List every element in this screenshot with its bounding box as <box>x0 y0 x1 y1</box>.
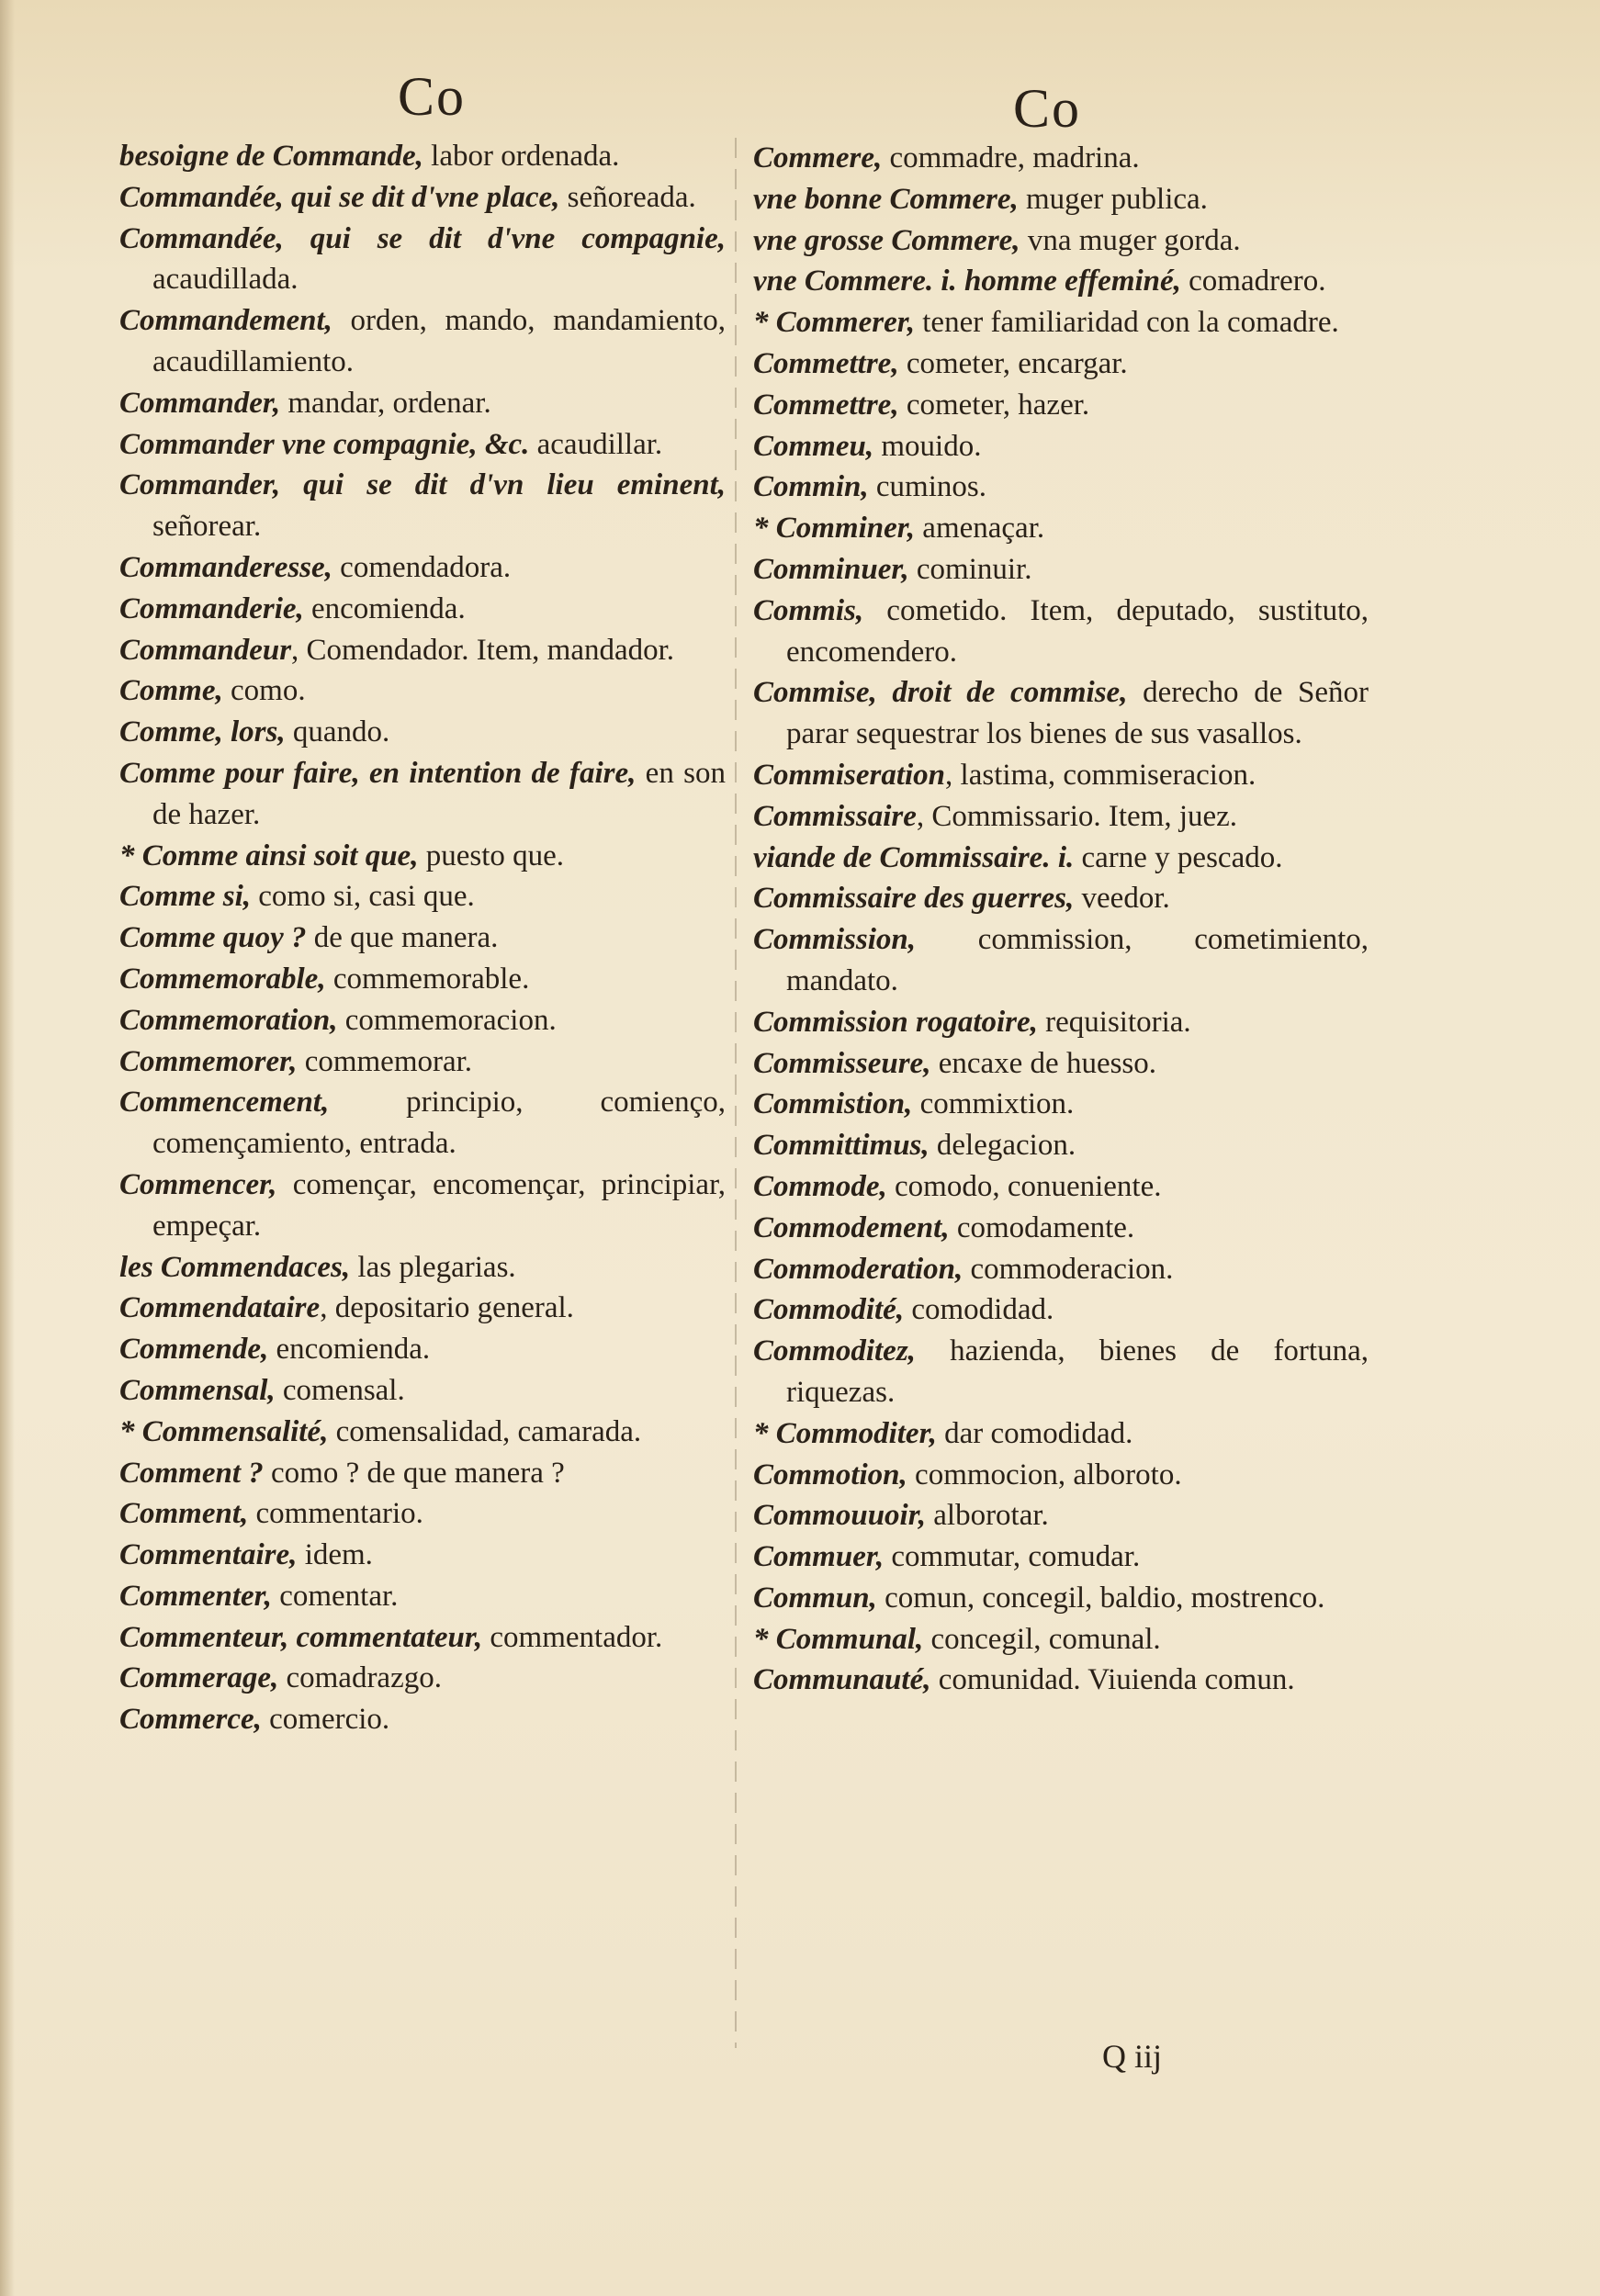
entry-translation: tener familiaridad con la comadre. <box>915 306 1339 340</box>
column-divider <box>735 138 737 2048</box>
entry-headword: Commettre, <box>753 388 899 422</box>
entry-headword: Commin, <box>753 470 869 504</box>
entry-headword: Commisseure, <box>753 1046 931 1080</box>
dictionary-entry <box>119 1535 726 1576</box>
dictionary-entry <box>753 508 1369 549</box>
entry-headword: Comme, lors, <box>119 715 286 749</box>
entry-headword: Committimus, <box>753 1129 930 1163</box>
entry-translation: derecho de Señor parar sequestrar los bienes de sus vasallos. <box>786 676 1369 751</box>
entry-headword: Commere, <box>753 141 883 174</box>
entry-translation: comunidad. Viuienda comun. <box>930 1663 1295 1697</box>
entry-translation: como. <box>222 674 306 708</box>
entry-headword: Commendataire <box>119 1291 321 1325</box>
dictionary-entry <box>119 1453 726 1494</box>
dictionary-entry <box>753 1413 1369 1455</box>
dictionary-entry <box>753 878 1369 919</box>
entry-headword: Commiseration <box>753 758 946 792</box>
dictionary-entry <box>753 261 1369 302</box>
entry-translation: como si, casi que. <box>251 880 475 914</box>
entry-headword: Comment ? <box>119 1456 264 1490</box>
dictionary-entry <box>119 1288 726 1329</box>
dictionary-entry <box>753 302 1369 343</box>
entry-translation: encomienda. <box>303 591 466 625</box>
entry-headword: Commeu, <box>753 429 874 463</box>
dictionary-entry <box>753 1331 1369 1413</box>
dictionary-entry <box>119 1576 726 1617</box>
dictionary-entry <box>753 919 1369 1002</box>
entry-translation: quando. <box>285 715 390 749</box>
dictionary-entry <box>119 876 726 917</box>
dictionary-entry <box>119 383 726 424</box>
dictionary-entry <box>119 424 726 466</box>
entry-headword: Commis, <box>753 593 864 627</box>
entry-headword: Commission, <box>753 923 916 957</box>
entry-translation: comadrero. <box>1180 264 1326 298</box>
entry-headword: Comme, <box>119 674 223 708</box>
entry-translation: commentador. <box>482 1620 663 1654</box>
entry-headword: Commerce, <box>119 1703 262 1737</box>
entry-translation: commixtion. <box>912 1087 1075 1121</box>
entry-translation: señoreada. <box>559 180 696 214</box>
entry-translation: idem. <box>297 1538 373 1572</box>
entry-headword: Commandeur <box>119 633 292 667</box>
entry-headword: Commettre, <box>753 346 899 380</box>
dictionary-entry <box>753 591 1369 673</box>
entry-headword: Commissaire <box>753 799 917 833</box>
dictionary-entry <box>119 670 726 712</box>
entry-translation: cometido. Item, deputado, sustituto, encomendero. <box>786 593 1369 669</box>
entry-headword: Commun, <box>753 1581 877 1615</box>
entry-headword: vne bonne Commere, <box>753 182 1019 216</box>
dictionary-entry <box>119 1412 726 1453</box>
dictionary-entry <box>119 1082 726 1165</box>
entry-headword: * Commerer, <box>753 306 916 340</box>
entry-headword: vne grosse Commere, <box>753 223 1020 257</box>
entry-translation: acaudillada. <box>152 263 299 297</box>
entry-headword: Commende, <box>119 1333 269 1367</box>
entry-translation: , lastima, commiseracion. <box>945 758 1256 792</box>
dictionary-entry <box>119 1000 726 1041</box>
dictionary-entry <box>119 589 726 630</box>
entry-translation: como ? de que manera ? <box>263 1456 565 1490</box>
dictionary-entry <box>753 796 1369 838</box>
dictionary-entry <box>753 220 1369 262</box>
dictionary-entry <box>119 1041 726 1083</box>
entry-headword: Commander, <box>119 386 281 420</box>
dictionary-entry <box>753 1208 1369 1249</box>
dictionary-entry <box>753 1249 1369 1290</box>
entry-headword: Commandement, <box>119 304 332 338</box>
entry-translation: mouido. <box>873 429 982 463</box>
entry-translation: hazienda, bienes de fortuna, riquezas. <box>786 1334 1369 1409</box>
entry-translation: commemorar. <box>297 1044 473 1078</box>
entry-headword: Commodité, <box>753 1293 905 1327</box>
entry-headword: Commandée, qui se dit d'vne place, <box>119 180 560 214</box>
entry-translation: commission, cometimiento, mandato. <box>786 923 1369 997</box>
entry-translation: vna muger gorda. <box>1020 223 1241 257</box>
entry-headword: Commouuoir, <box>753 1499 926 1533</box>
entry-translation: alborotar. <box>926 1499 1049 1533</box>
entry-translation: mandar, ordenar. <box>280 386 491 420</box>
dictionary-entry <box>119 465 726 547</box>
entry-headword: Commencement, <box>119 1086 330 1120</box>
entry-headword: vne Commere. i. homme effeminé, <box>753 264 1181 298</box>
entry-translation: comodamente. <box>949 1210 1135 1244</box>
entry-headword: * Comminer, <box>753 512 916 546</box>
dictionary-entry <box>119 1165 726 1247</box>
entry-headword: Commemorable, <box>119 962 326 996</box>
dictionary-entry <box>119 836 726 877</box>
entry-headword: Commemorer, <box>119 1044 298 1078</box>
entry-translation: comensal. <box>275 1373 405 1407</box>
dictionary-entry <box>119 136 726 177</box>
entry-translation: commadre, madrina. <box>882 141 1140 174</box>
entry-headword: Commanderie, <box>119 591 304 625</box>
entry-translation: commemoracion. <box>337 1003 557 1037</box>
dictionary-entry <box>753 838 1369 879</box>
entry-headword: Commerage, <box>119 1661 279 1695</box>
dictionary-entry <box>119 547 726 589</box>
entry-translation: cometer, hazer. <box>898 388 1090 422</box>
entry-translation: , Commissario. Item, juez. <box>916 799 1238 833</box>
entry-headword: viande de Commissaire. i. <box>753 840 1075 874</box>
dictionary-entry <box>119 300 726 383</box>
entry-headword: Commander vne compagnie, &c. <box>119 427 530 461</box>
entry-translation: cominuir. <box>908 552 1032 586</box>
dictionary-entry <box>119 1370 726 1412</box>
dictionary-entry <box>753 1495 1369 1536</box>
entry-translation: , depositario general. <box>320 1291 574 1325</box>
dictionary-entry <box>753 1002 1369 1043</box>
dictionary-entry <box>119 1493 726 1535</box>
entry-translation: concegil, comunal. <box>923 1622 1161 1656</box>
dictionary-entry <box>753 426 1369 467</box>
entry-headword: * Communal, <box>753 1622 924 1656</box>
dictionary-entry <box>753 1125 1369 1166</box>
entry-headword: les Commendaces, <box>119 1250 351 1284</box>
page-edge-shadow <box>0 0 15 2296</box>
entry-translation: comun, concegil, baldio, mostrenco. <box>876 1581 1325 1615</box>
dictionary-entry <box>753 672 1369 755</box>
entry-translation: comodidad. <box>904 1293 1054 1327</box>
entry-translation: encomienda. <box>268 1333 431 1367</box>
entry-headword: Commenter, <box>119 1579 272 1613</box>
entry-headword: Comme quoy ? <box>119 921 307 955</box>
right-running-head: Co <box>1012 78 1082 139</box>
entry-translation: commoderacion. <box>963 1252 1174 1286</box>
entry-translation: comadrazgo. <box>278 1661 442 1695</box>
signature-mark: Q iij <box>1102 2038 1163 2075</box>
dictionary-entry <box>753 1455 1369 1496</box>
entry-translation: comercio. <box>261 1703 390 1737</box>
entry-headword: Commoditez, <box>753 1334 916 1368</box>
dictionary-entry <box>753 343 1369 385</box>
dictionary-entry <box>753 467 1369 508</box>
entry-headword: Commodement, <box>753 1210 950 1244</box>
dictionary-entry <box>753 1166 1369 1208</box>
entry-headword: Commemoration, <box>119 1003 338 1037</box>
dictionary-entry <box>753 1043 1369 1085</box>
dictionary-entry <box>753 1289 1369 1331</box>
entry-headword: * Comme ainsi soit que, <box>119 838 419 872</box>
entry-translation: en son de hazer. <box>152 756 726 831</box>
entry-headword: Commission rogatoire, <box>753 1005 1038 1039</box>
entry-translation: amenaçar. <box>915 512 1045 546</box>
entry-translation: labor ordenada. <box>423 140 620 173</box>
entry-translation: cometer, encargar. <box>898 346 1128 380</box>
entry-translation: comentar. <box>271 1579 399 1613</box>
entry-headword: Commentaire, <box>119 1538 298 1572</box>
dictionary-entry <box>119 1699 726 1740</box>
entry-headword: Comment, <box>119 1497 249 1531</box>
entry-headword: Commode, <box>753 1169 887 1203</box>
entry-headword: Commandée, qui se dit d'vne compagnie, <box>119 221 726 255</box>
entry-translation: commutar, comudar. <box>884 1540 1141 1574</box>
entry-translation: puesto que. <box>418 838 565 872</box>
right-entries <box>753 138 1369 1701</box>
dictionary-entry <box>753 1578 1369 1619</box>
entry-headword: Commistion, <box>753 1087 913 1121</box>
entry-translation: delegacion. <box>929 1129 1076 1163</box>
entry-translation: comodo, conueniente. <box>886 1169 1162 1203</box>
entry-headword: Comminuer, <box>753 552 909 586</box>
dictionary-entry <box>753 179 1369 220</box>
entry-headword: * Commensalité, <box>119 1414 329 1448</box>
entry-translation: , Comendador. Item, mandador. <box>291 633 675 667</box>
entry-headword: Commoderation, <box>753 1252 963 1286</box>
entry-translation: comendadora. <box>332 550 512 584</box>
dictionary-entry <box>119 1658 726 1699</box>
entry-headword: Commander, qui se dit d'vn lieu eminent, <box>119 468 726 502</box>
dictionary-entry <box>753 1536 1369 1578</box>
dictionary-entry <box>119 630 726 671</box>
entry-headword: Commuer, <box>753 1540 885 1574</box>
entry-headword: Commotion, <box>753 1458 907 1491</box>
dictionary-entry <box>753 1084 1369 1125</box>
dictionary-entry <box>753 1619 1369 1660</box>
entry-translation: orden, mando, mandamiento, acaudillamiento. <box>152 304 726 378</box>
entry-translation: señorear. <box>152 510 262 544</box>
entry-translation: encaxe de huesso. <box>930 1046 1157 1080</box>
dictionary-entry <box>119 219 726 301</box>
entry-translation: muger publica. <box>1018 182 1208 216</box>
entry-translation: commentario. <box>248 1497 423 1531</box>
dictionary-entry <box>753 549 1369 591</box>
entry-translation: acaudillar. <box>529 427 663 461</box>
entry-translation: commocion, alboroto. <box>907 1458 1182 1491</box>
dictionary-entry <box>753 1660 1369 1701</box>
dictionary-entry <box>119 712 726 753</box>
entry-headword: Communauté, <box>753 1663 931 1697</box>
entry-translation: dar comodidad. <box>936 1416 1133 1450</box>
entry-headword: Commencer, <box>119 1167 277 1201</box>
entry-headword: Commenteur, commentateur, <box>119 1620 483 1654</box>
entry-headword: * Commoditer, <box>753 1416 937 1450</box>
entry-translation: carne y pescado. <box>1074 840 1283 874</box>
entry-headword: Commise, droit de commise, <box>753 676 1128 710</box>
left-running-head: Co <box>397 66 467 127</box>
entry-translation: las plegarias. <box>350 1250 516 1284</box>
dictionary-entry <box>753 138 1369 179</box>
entry-headword: Commensal, <box>119 1373 276 1407</box>
entry-translation: cuminos. <box>868 470 986 504</box>
entry-headword: Comme si, <box>119 880 252 914</box>
dictionary-entry <box>119 753 726 836</box>
entry-translation: commemorable. <box>325 962 530 996</box>
entry-translation: comensalidad, camarada. <box>328 1414 642 1448</box>
entry-headword: besoigne de Commande, <box>119 140 423 173</box>
dictionary-entry <box>119 1247 726 1289</box>
dictionary-entry <box>753 385 1369 426</box>
entry-translation: començar, encomençar, principiar, empeçar. <box>152 1167 726 1243</box>
dictionary-entry <box>119 1329 726 1370</box>
dictionary-entry <box>753 755 1369 796</box>
dictionary-entry <box>119 1617 726 1659</box>
entry-translation: de que manera. <box>306 921 499 955</box>
dictionary-entry <box>119 177 726 219</box>
entry-headword: Commissaire des guerres, <box>753 882 1075 916</box>
left-entries <box>119 136 726 1740</box>
dictionary-entry <box>119 959 726 1000</box>
entry-headword: Commanderesse, <box>119 550 332 584</box>
entry-headword: Comme pour faire, en intention de faire, <box>119 756 637 790</box>
dictionary-entry <box>119 917 726 959</box>
entry-translation: requisitoria. <box>1037 1005 1191 1039</box>
entry-translation: veedor. <box>1074 882 1170 916</box>
entry-translation: principio, comienço, començamiento, entrada. <box>152 1086 726 1161</box>
